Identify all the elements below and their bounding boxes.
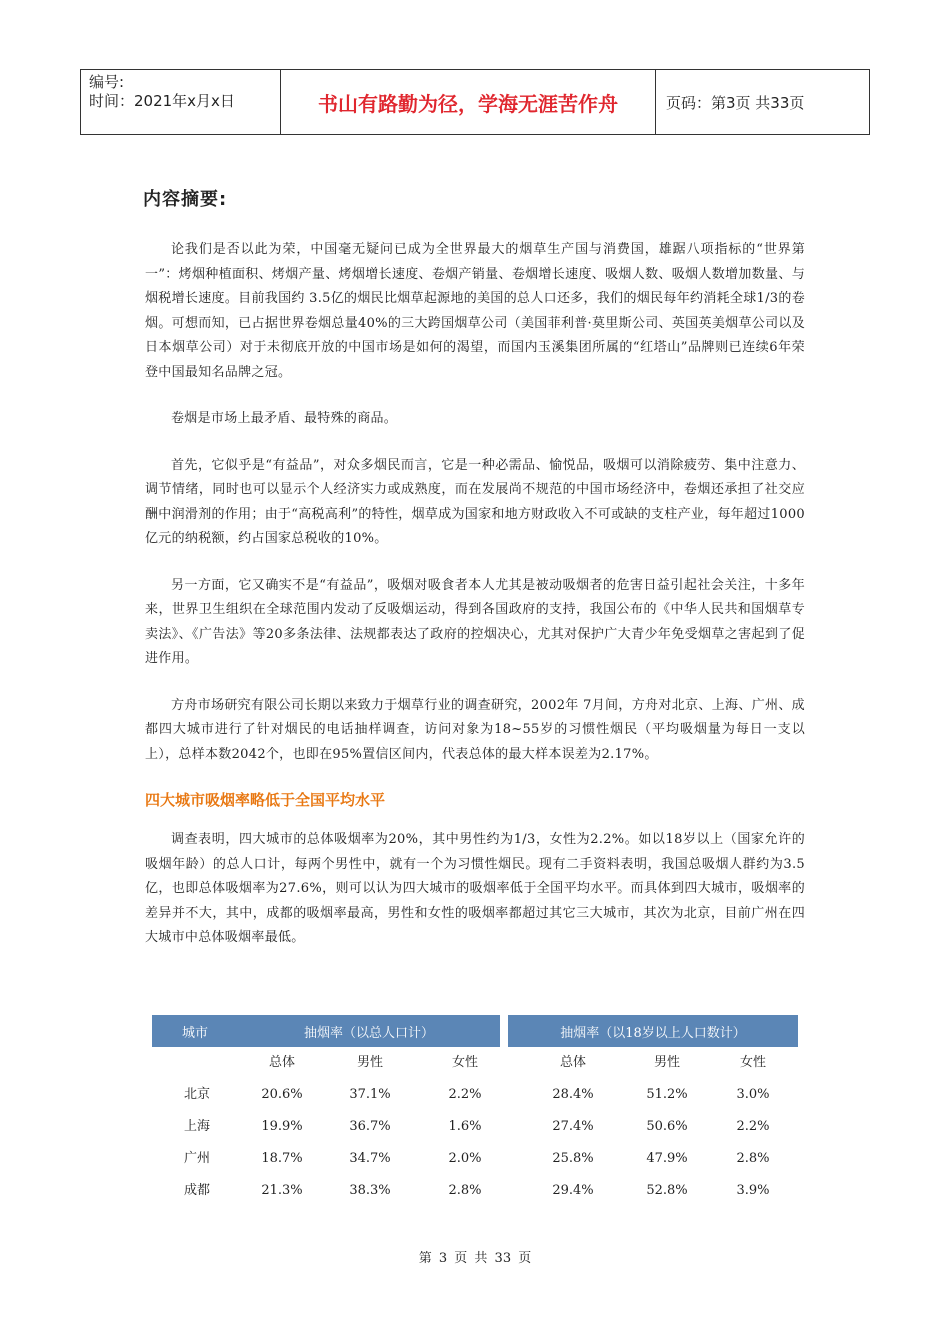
- sub-header: 总体: [268, 1055, 295, 1070]
- sub-header-row: [152, 1047, 798, 1079]
- city-header: 城市: [182, 1025, 209, 1041]
- value-cell: 2.2%: [736, 1119, 770, 1134]
- summary-title: 内容摘要:: [143, 189, 228, 210]
- value-cell: 34.7%: [349, 1151, 391, 1166]
- sub-header: 男性: [653, 1055, 680, 1070]
- sub-header: 女性: [739, 1055, 766, 1070]
- value-cell: 2.2%: [448, 1087, 482, 1102]
- header-page-label: 页码：第3页 共33页: [666, 93, 805, 112]
- city-cell: 成都: [183, 1183, 210, 1198]
- table-header-band-b: [508, 1015, 798, 1047]
- page-footer: 第 3 页 共 33 页: [418, 1251, 532, 1266]
- paragraph: 另一方面，它又确实不是“有益品”，吸烟对吸食者本人尤其是被动吸烟者的危害日益引起社会关注，十多年来，世界卫生组织在全球范围内发动了反吸烟运动，得到各国政府的支持，我国公布的《中华人民共和国烟草专卖法》、《广告法》等20多条法律、法规都表达了政府的控烟决心，尤其对保护广大青少年免受烟草之害起到了促进作用。: [145, 577, 805, 666]
- sub-header: 总体: [559, 1055, 586, 1070]
- table-row: [152, 1143, 798, 1175]
- value-cell: 2.8%: [736, 1151, 770, 1166]
- value-cell: 3.0%: [736, 1087, 770, 1102]
- group-b-header: 抽烟率（以18岁以上人口数计）: [560, 1025, 746, 1041]
- header-meta: [81, 70, 281, 134]
- table-row: [152, 1079, 798, 1111]
- paragraph: 首先，它似乎是“有益品”，对众多烟民而言，它是一种必需品、愉悦品，吸烟可以消除疲劳、集中注意力、调节情绪，同时也可以显示个人经济实力或成熟度，而在发展尚不规范的中国市场经济中，卷烟还承担了社交应酬中润滑剂的作用；由于“高税高利”的特性，烟草成为国家和地方财政收入不可或缺的支柱产业，每年超过1000亿元的纳税额，约占国家总税收的10%。: [145, 457, 805, 546]
- table-header-band-a: [152, 1015, 500, 1047]
- value-cell: 29.4%: [552, 1183, 594, 1198]
- value-cell: 52.8%: [646, 1183, 688, 1198]
- section-title: 四大城市吸烟率略低于全国平均水平: [145, 791, 386, 809]
- value-cell: 37.1%: [349, 1087, 391, 1102]
- value-cell: 20.6%: [261, 1087, 303, 1102]
- value-cell: 36.7%: [349, 1119, 391, 1134]
- city-cell: 北京: [183, 1087, 210, 1102]
- section-paragraph: 调查表明，四大城市的总体吸烟率为20%，其中男性约为1/3，女性为2.2%。如以18岁以上（国家允许的吸烟年龄）的总人口计，每两个男性中，就有一个为习惯性烟民。现有二手资料表明，我国总吸烟人群约为3.5亿，也即总体吸烟率为27.6%，则可以认为四大城市的吸烟率低于全国平均水平。而具体到四大城市，吸烟率的差异并不大，其中，成都的吸烟率最高，男性和女性的吸烟率都超过其它三大城市，其次为北京，目前广州在四大城市中总体吸烟率最低。: [145, 832, 805, 945]
- sub-header: 女性: [451, 1055, 478, 1070]
- value-cell: 19.9%: [261, 1119, 303, 1134]
- main-content: [145, 185, 805, 973]
- value-cell: 2.0%: [448, 1151, 482, 1166]
- value-cell: 18.7%: [261, 1151, 303, 1166]
- value-cell: 3.9%: [736, 1183, 770, 1198]
- value-cell: 51.2%: [646, 1087, 688, 1102]
- group-a-header: 抽烟率（以总人口计）: [304, 1025, 435, 1041]
- number-label: 编号:: [89, 73, 125, 91]
- page-header: [80, 69, 870, 135]
- value-cell: 50.6%: [646, 1119, 688, 1134]
- value-cell: 27.4%: [552, 1119, 594, 1134]
- city-cell: 广州: [183, 1151, 210, 1166]
- value-cell: 28.4%: [552, 1087, 594, 1102]
- header-motto: 书山有路勤为径，学海无涯苦作舟: [281, 70, 656, 134]
- value-cell: 38.3%: [349, 1183, 391, 1198]
- paragraph: 方舟市场研究有限公司长期以来致力于烟草行业的调查研究，2002年 7月间，方舟对北京、上海、广州、成都四大城市进行了针对烟民的电话抽样调查，访问对象为18~55岁的习惯性烟民（平均吸烟量为每日一支以上），总样本数2042个，也即在95%置信区间内，代表总体的最大样本误差为2.17%。: [145, 697, 805, 762]
- table-row: [152, 1111, 798, 1143]
- table-row: [152, 1175, 798, 1207]
- sub-header: 男性: [356, 1055, 383, 1070]
- paragraph: 卷烟是市场上最矛盾、最特殊的商品。: [171, 411, 398, 426]
- value-cell: 1.6%: [448, 1119, 482, 1134]
- city-cell: 上海: [183, 1119, 210, 1134]
- date-label: 时间：2021年x月x日: [89, 92, 235, 110]
- value-cell: 21.3%: [261, 1183, 303, 1198]
- value-cell: 25.8%: [552, 1151, 594, 1166]
- value-cell: 2.8%: [448, 1183, 482, 1198]
- value-cell: 47.9%: [646, 1151, 688, 1166]
- paragraph: 论我们是否以此为荣，中国毫无疑问已成为全世界最大的烟草生产国与消费国，雄踞八项指标的“世界第一”：烤烟种植面积、烤烟产量、烤烟增长速度、卷烟产销量、卷烟增长速度、吸烟人数、吸烟人数增加数量、与烟税增长速度。目前我国约 3.5亿的烟民比烟草起源地的美国的总人口还多，我们的烟民每年约消耗全球1/3的卷烟。可想而知，已占据世界卷烟总量40%的三大跨国烟草公司（美国菲利普·莫里斯公司、英国英美烟草公司以及日本烟草公司）对于未彻底开放的中国市场是如何的渴望，而国内玉溪集团所属的“红塔山”品牌则已连续6年荣登中国最知名品牌之冠。: [145, 242, 805, 380]
